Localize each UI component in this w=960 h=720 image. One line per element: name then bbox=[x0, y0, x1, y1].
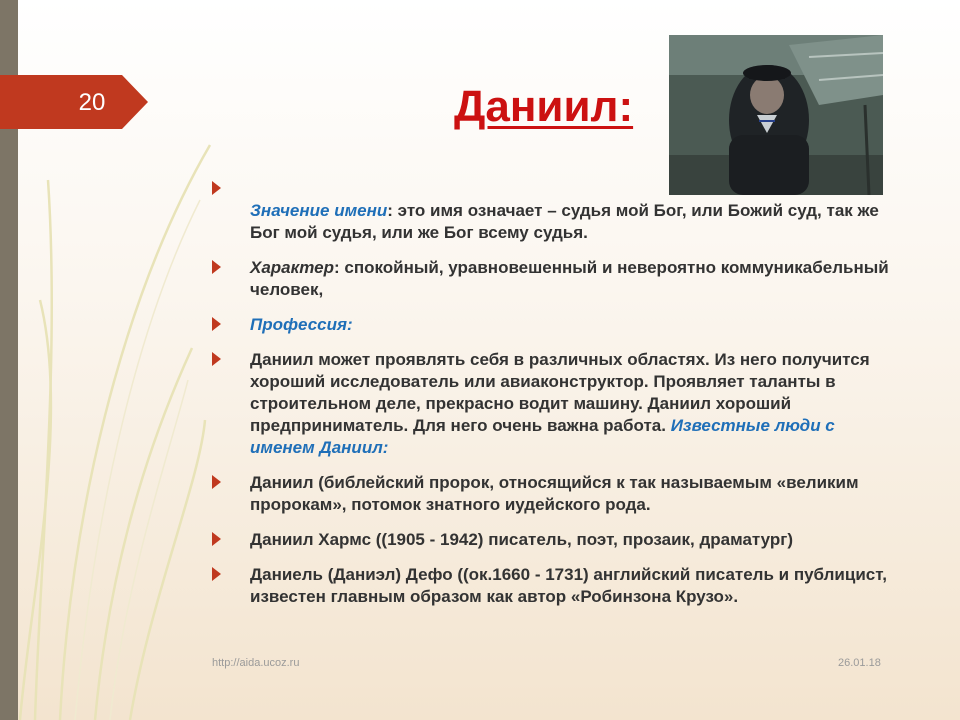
list-item bbox=[212, 178, 902, 244]
list-item bbox=[212, 257, 902, 301]
bullet-arrow-icon bbox=[212, 352, 221, 366]
slide-content bbox=[212, 178, 902, 621]
list-item bbox=[212, 529, 902, 551]
bullet-arrow-icon bbox=[212, 475, 221, 489]
portrait-photo bbox=[669, 35, 883, 195]
item-text: Даниил (библейский пророк, относящийся к так называемым «великим пророкам», потомок знатного иудейского рода. bbox=[250, 473, 859, 514]
item-label: Профессия: bbox=[250, 315, 353, 334]
item-label: Характер bbox=[250, 258, 334, 277]
slide-title: Даниил: bbox=[454, 82, 634, 131]
bullet-arrow-icon bbox=[212, 181, 221, 195]
photo-illustration bbox=[669, 35, 883, 195]
list-item bbox=[212, 564, 902, 608]
list-item bbox=[212, 472, 902, 516]
item-label: Значение имени bbox=[250, 201, 388, 220]
item-text: : спокойный, уравновешенный и невероятно коммуникабельный человек, bbox=[250, 258, 889, 299]
list-item bbox=[212, 349, 902, 459]
bullet-arrow-icon bbox=[212, 567, 221, 581]
item-text: Даниель (Даниэл) Дефо ((ок.1660 - 1731) английский писатель и публицист, известен главным образом как автор «Робинзона Крузо». bbox=[250, 565, 888, 606]
item-text: Даниил может проявлять себя в различных областях. Из него получится хороший исследователь или авиаконструктор. Проявляет таланты в строительном деле, прекрасно водит машину. Даниил хороший предприниматель. Для него очень важна работа. bbox=[250, 350, 870, 435]
item-label: Известные люди с именем Даниил: bbox=[250, 416, 835, 457]
list-item bbox=[212, 314, 902, 336]
footer-date: 26.01.18 bbox=[838, 657, 881, 669]
item-text: : это имя означает – судья мой Бог, или Божий суд, так же Бог мой судья, или же Бог всему судья. bbox=[250, 201, 879, 242]
footer-url: http://aida.ucoz.ru bbox=[212, 657, 300, 669]
bullet-arrow-icon bbox=[212, 317, 221, 331]
item-text: Даниил Хармс ((1905 - 1942) писатель, поэт, прозаик, драматург) bbox=[250, 530, 794, 549]
bullet-arrow-icon bbox=[212, 532, 221, 546]
slide-number: 20 bbox=[78, 89, 106, 116]
bullet-arrow-icon bbox=[212, 260, 221, 274]
